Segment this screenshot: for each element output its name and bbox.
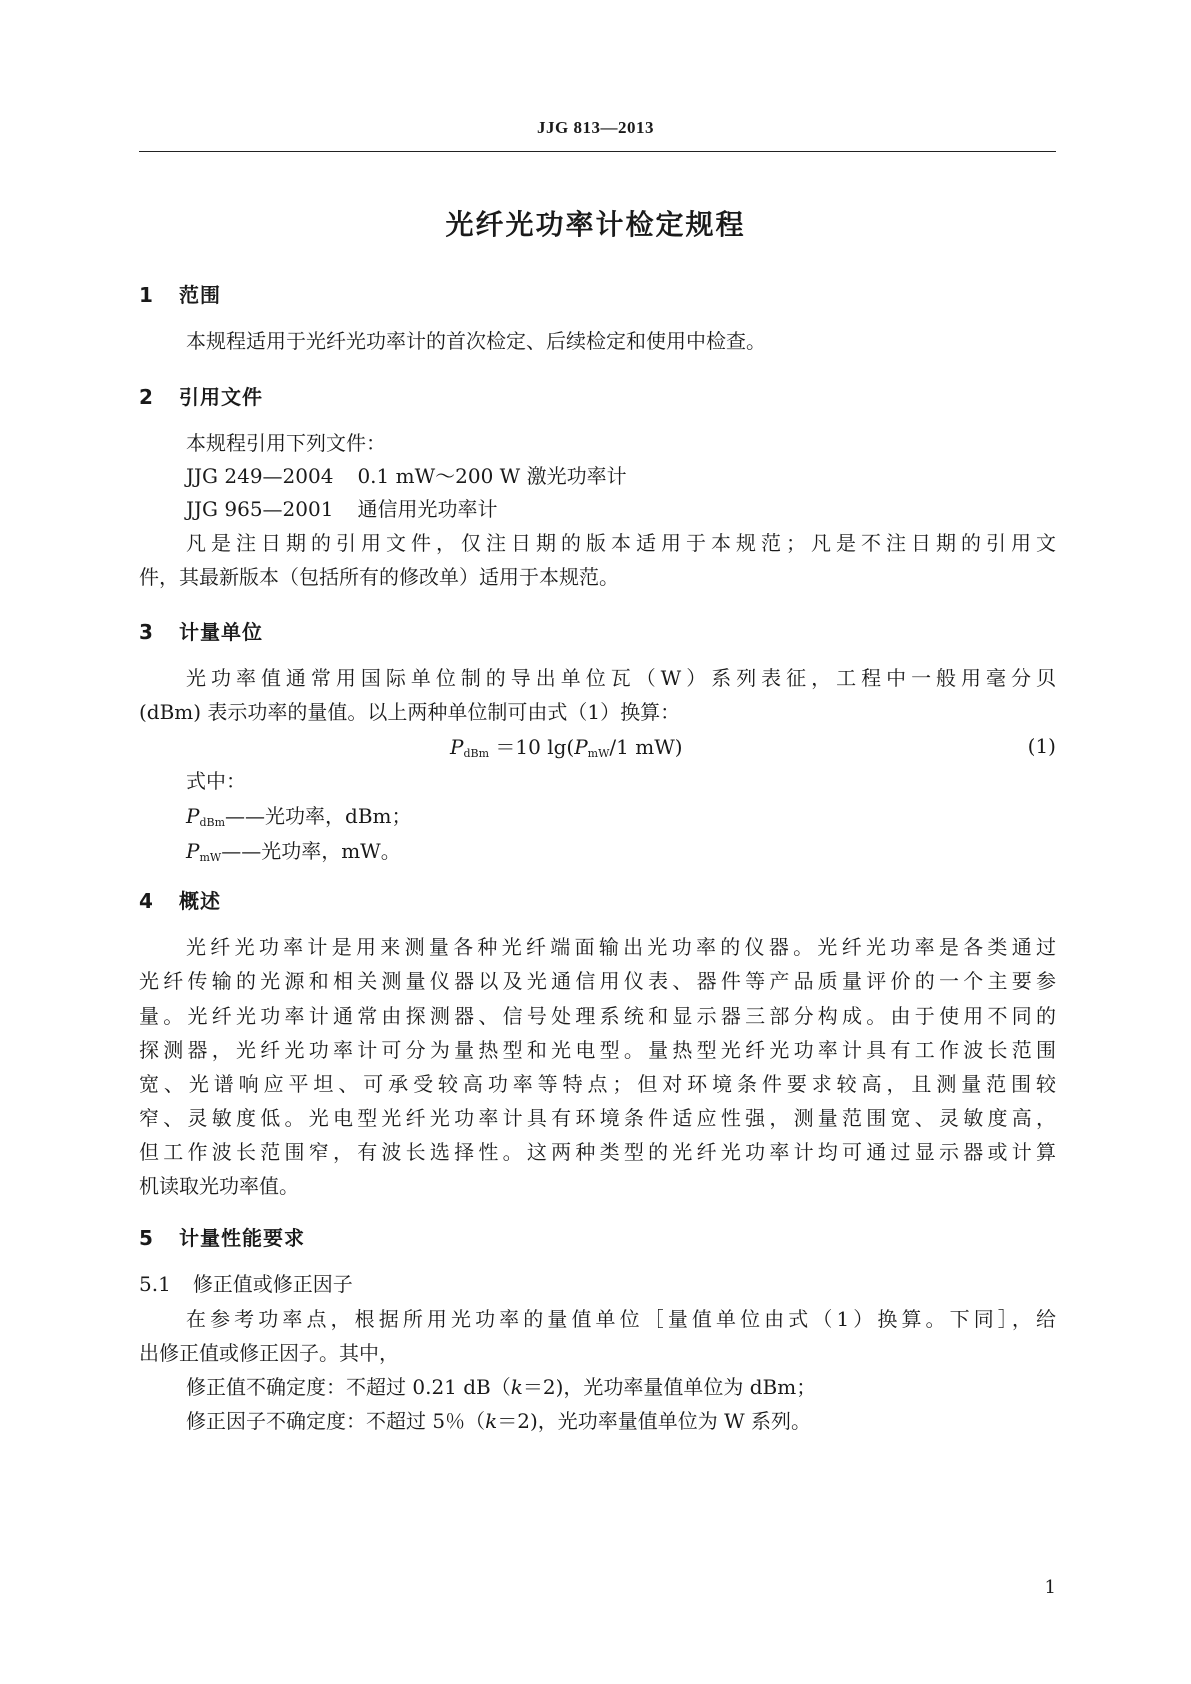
coverage-factor-symbol: k — [485, 1409, 498, 1433]
definition-text: ——光功率，mW。 — [221, 839, 401, 863]
reference-code: JJG 249—2004 — [186, 464, 334, 488]
paragraph-line: 凡是注日期的引用文件，仅注日期的版本适用于本规范；凡是不注日期的引用文 — [186, 531, 1056, 555]
standard-code-header: JJG 813—2013 — [537, 118, 654, 137]
eq-symbol: P — [450, 735, 464, 759]
equation-1 — [450, 734, 683, 767]
requirement-line — [186, 1408, 811, 1434]
section-number: 5 — [139, 1226, 154, 1250]
paragraph-line: 机读取光功率值。 — [139, 1174, 299, 1198]
eq-text: ＝10 lg( — [489, 735, 575, 759]
section-number: 4 — [139, 889, 154, 913]
paragraph-line: 光纤光功率计是用来测量各种光纤端面输出光功率的仪器。光纤光功率是各类通过 — [186, 935, 1056, 959]
section-number: 2 — [139, 385, 154, 409]
paragraph: 本规程引用下列文件： — [186, 431, 386, 455]
subsection-5-1-heading — [139, 1271, 353, 1297]
definition-text: ——光功率，dBm； — [225, 804, 412, 828]
eq-symbol: P — [574, 735, 588, 759]
section-title: 范围 — [179, 283, 221, 307]
eq-subscript: dBm — [463, 747, 490, 760]
paragraph-line: 探测器，光纤光功率计可分为量热型和光电型。量热型光纤光功率计具有工作波长范围 — [139, 1038, 1056, 1062]
header-rule — [139, 151, 1056, 152]
section-1-heading — [139, 279, 221, 308]
section-3-heading — [139, 616, 263, 645]
reference-item — [186, 463, 627, 489]
section-title: 引用文件 — [179, 385, 263, 409]
reference-title: 0.1 mW～200 W 激光功率计 — [357, 464, 627, 488]
eq-subscript: mW — [587, 747, 610, 760]
section-5-heading — [139, 1222, 305, 1251]
symbol-subscript: dBm — [199, 816, 226, 829]
symbol-definition — [186, 803, 412, 836]
reference-code: JJG 965—2001 — [186, 497, 334, 521]
paragraph-line: 出修正值或修正因子。其中， — [139, 1341, 399, 1365]
requirement-text: 修正值不确定度：不超过 0.21 dB（ — [186, 1375, 511, 1399]
section-title: 计量性能要求 — [179, 1226, 305, 1250]
eq-text: /1 mW) — [609, 735, 683, 759]
paragraph-line: 窄、灵敏度低。光电型光纤光功率计具有环境条件适应性强，测量范围宽、灵敏度高， — [139, 1106, 1056, 1130]
where-label: 式中： — [186, 769, 246, 793]
requirement-text: ＝2)，光功率量值单位为 dBm； — [522, 1375, 817, 1399]
coverage-factor-symbol: k — [510, 1375, 523, 1399]
requirement-line — [186, 1374, 816, 1400]
paragraph-line: 但工作波长范围窄，有波长选择性。这两种类型的光纤光功率计均可通过显示器或计算 — [139, 1140, 1056, 1164]
page-number: 1 — [1044, 1577, 1056, 1598]
section-title: 计量单位 — [179, 620, 263, 644]
subsection-number: 5.1 — [139, 1272, 171, 1296]
paragraph-line: 光功率值通常用国际单位制的导出单位瓦（W）系列表征，工程中一般用毫分贝 — [186, 666, 1056, 690]
section-number: 1 — [139, 283, 154, 307]
subsection-title: 修正值或修正因子 — [192, 1272, 353, 1296]
document-title: 光纤光功率计检定规程 — [445, 208, 746, 241]
paragraph: 本规程适用于光纤光功率计的首次检定、后续检定和使用中检查。 — [186, 329, 766, 353]
paragraph-line: 宽、光谱响应平坦、可承受较高功率等特点；但对环境条件要求较高，且测量范围较 — [139, 1072, 1056, 1096]
reference-title: 通信用光功率计 — [357, 497, 498, 521]
symbol: P — [186, 839, 200, 863]
reference-item — [186, 496, 497, 522]
section-2-heading — [139, 381, 263, 410]
paragraph-line: 件，其最新版本（包括所有的修改单）适用于本规范。 — [139, 565, 619, 589]
requirement-text: ＝2)，光功率量值单位为 W 系列。 — [497, 1409, 812, 1433]
symbol: P — [186, 804, 200, 828]
requirement-text: 修正因子不确定度：不超过 5％（ — [186, 1409, 486, 1433]
symbol-definition — [186, 838, 401, 871]
paragraph-line: 光纤传输的光源和相关测量仪器以及光通信用仪表、器件等产品质量评价的一个主要参 — [139, 969, 1056, 993]
section-number: 3 — [139, 620, 154, 644]
section-title: 概述 — [179, 889, 221, 913]
symbol-subscript: mW — [199, 851, 222, 864]
paragraph-line: (dBm) 表示功率的量值。以上两种单位制可由式（1）换算： — [139, 700, 681, 724]
section-4-heading — [139, 885, 221, 914]
paragraph-line: 在参考功率点，根据所用光功率的量值单位［量值单位由式（1）换算。下同］，给 — [186, 1307, 1056, 1331]
equation-number: (1) — [1027, 734, 1056, 758]
paragraph-line: 量。光纤光功率计通常由探测器、信号处理系统和显示器三部分构成。由于使用不同的 — [139, 1004, 1056, 1028]
